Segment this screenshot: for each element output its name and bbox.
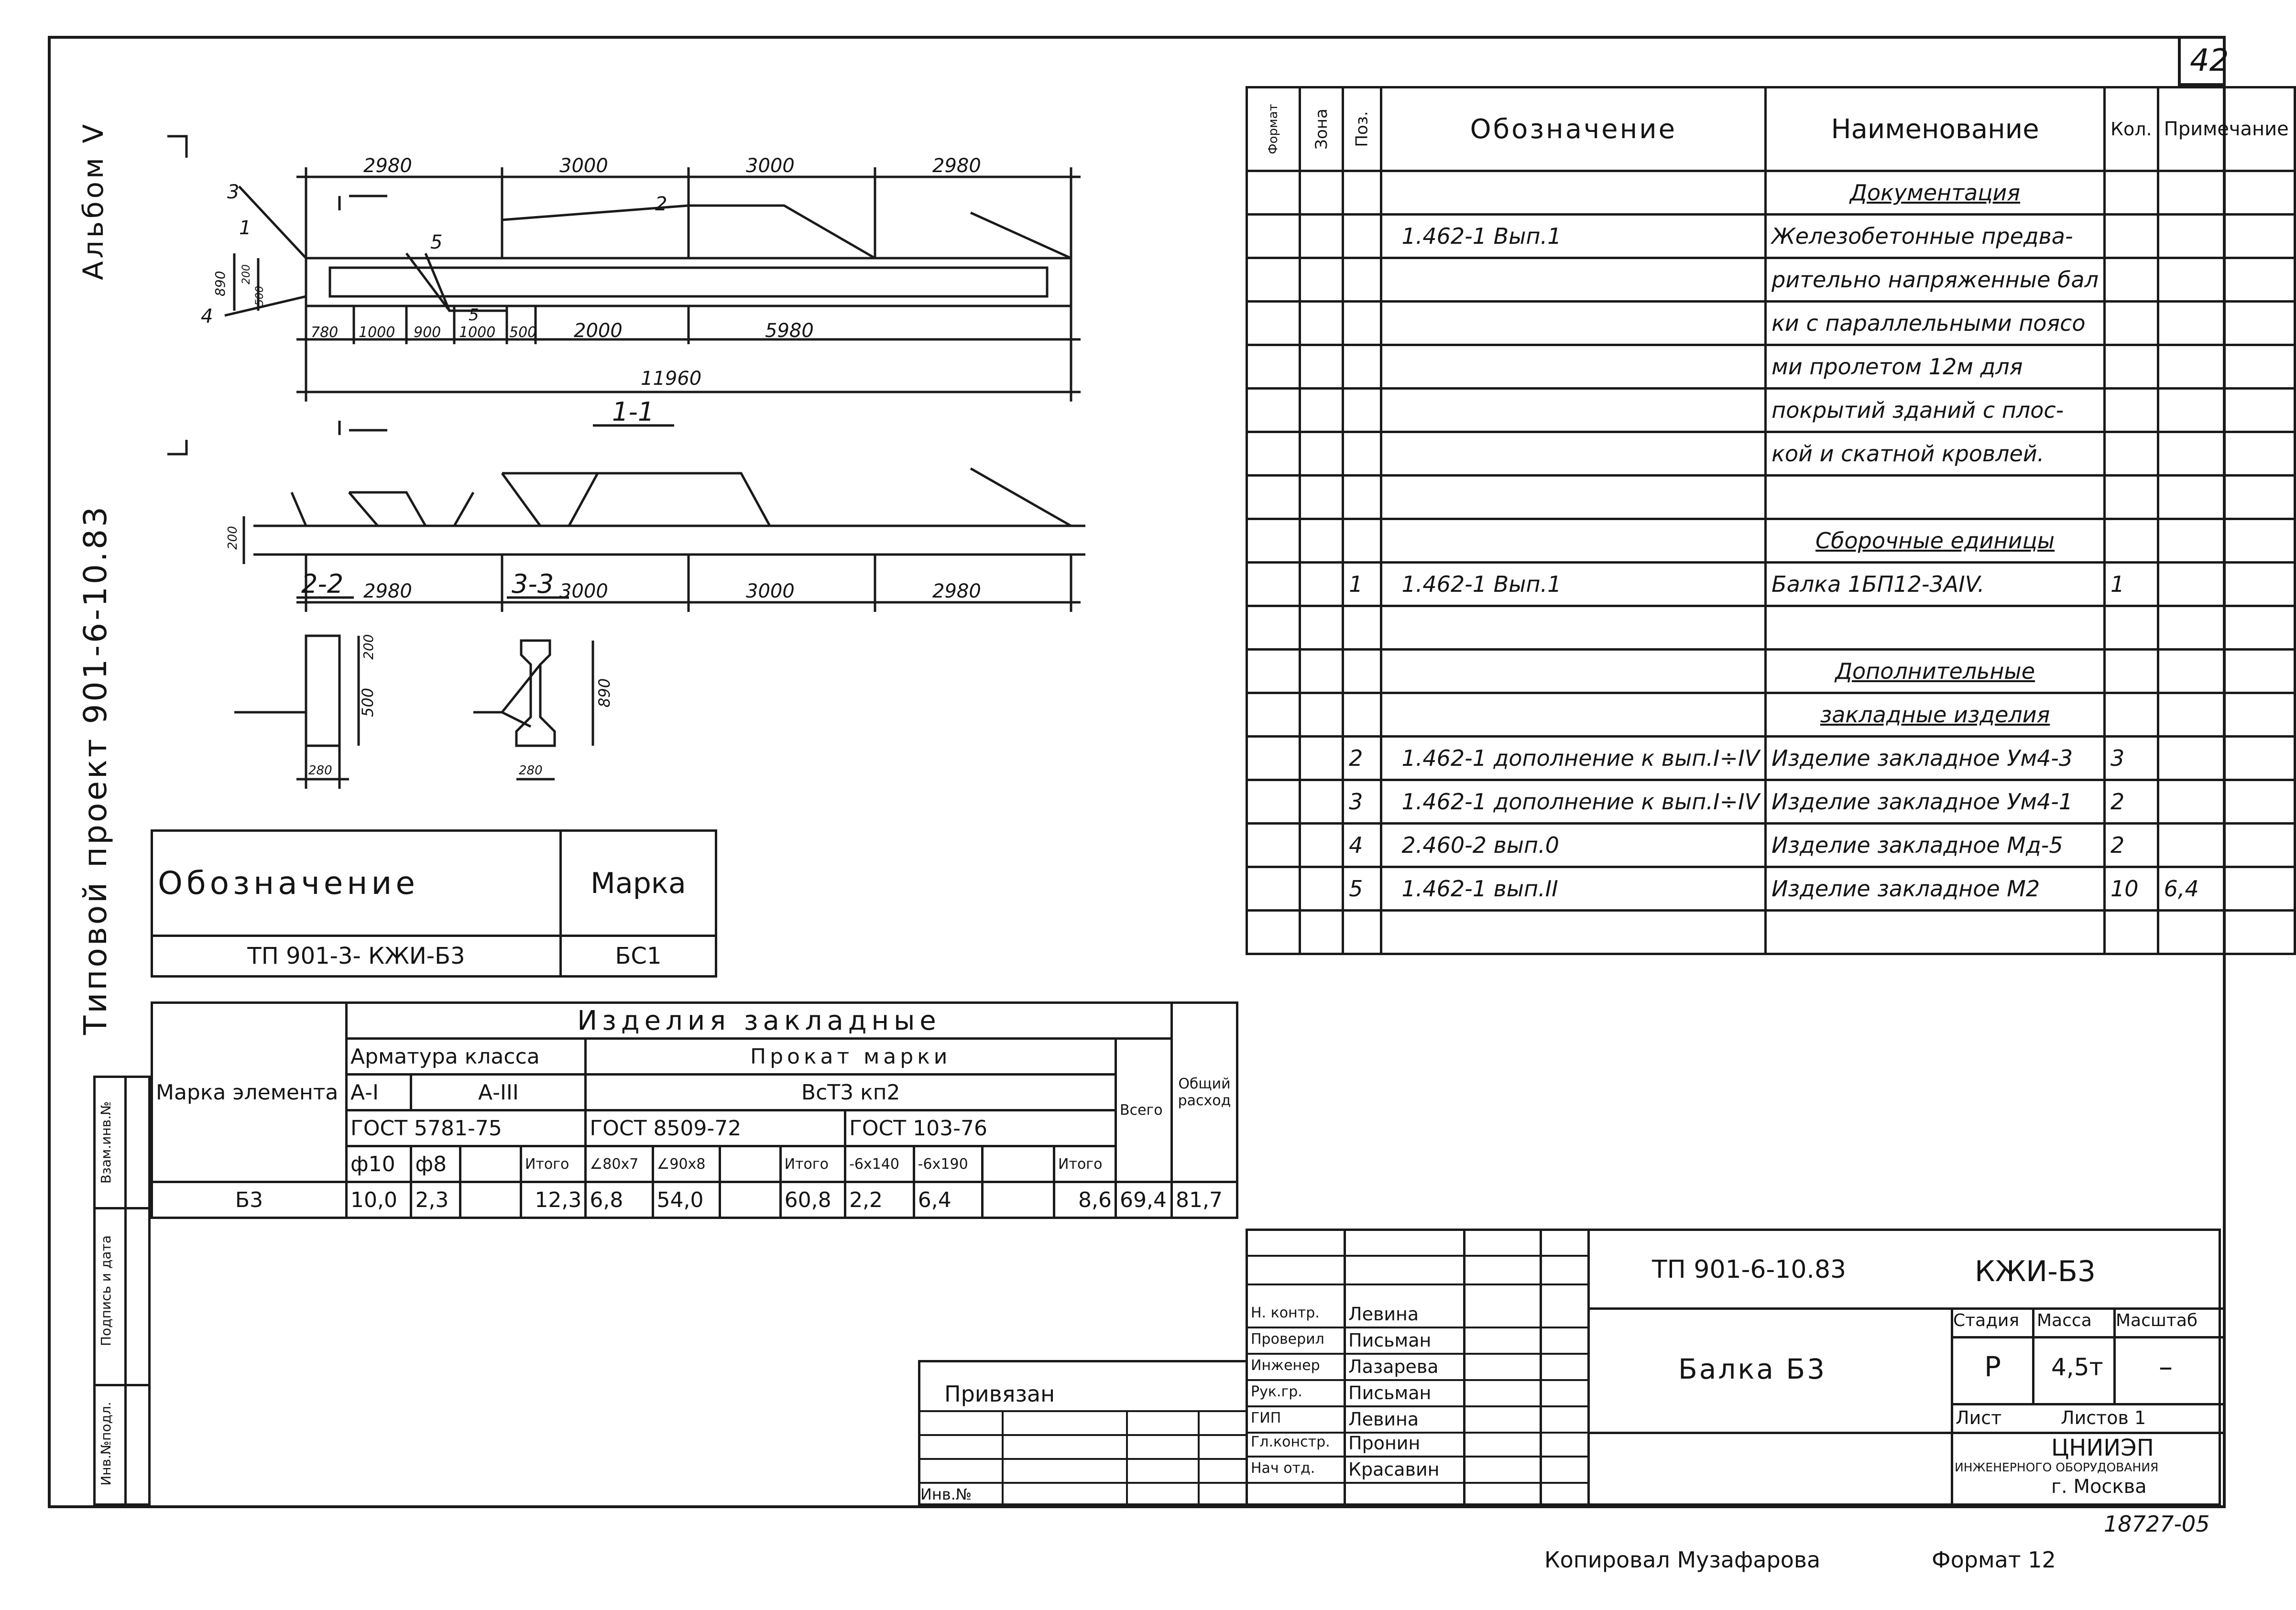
- spec-row: [1247, 693, 2295, 737]
- spec-zone-cell: [1300, 476, 1343, 519]
- spec-name-cell: Балка 1БП12-3АIV.: [1766, 563, 2105, 606]
- plan-height-2: 200: [241, 264, 252, 284]
- rebar-class-header: Арматура класса: [347, 1039, 586, 1075]
- spec-row: [1247, 389, 2295, 432]
- spec-pos-cell: [1343, 389, 1381, 432]
- spec-designation-cell: [1381, 911, 1766, 954]
- callout-4: 4: [201, 305, 213, 327]
- spec-note-cell: [2158, 519, 2295, 563]
- spec-qty-cell: [2105, 650, 2158, 693]
- row-overall: 81,7: [1172, 1182, 1237, 1218]
- tb-doc: КЖИ-Б3: [1975, 1255, 2096, 1288]
- spec-zone-cell: [1300, 563, 1343, 606]
- spec-note-cell: [2158, 432, 2295, 476]
- plan-dim-3: 3000: [746, 155, 795, 177]
- spec-designation-cell: 1.462-1 дополнение к вып.I÷IV: [1381, 780, 1766, 824]
- spec-zone-cell: [1300, 867, 1343, 911]
- spec-note-cell: [2158, 389, 2295, 432]
- spec-name-cell: Документация: [1766, 171, 2105, 215]
- tb-code: ТП 901-6-10.83: [1652, 1255, 1847, 1284]
- spec-note-cell: [2158, 780, 2295, 824]
- spec-note-cell: [2158, 606, 2295, 650]
- sub-header-11: [983, 1146, 1054, 1182]
- plan-height-3: 500: [254, 286, 266, 306]
- spec-name-cell: покрытий зданий с плос-: [1766, 389, 2105, 432]
- section-1-1-height: 200: [226, 526, 240, 550]
- plan-dim-4: 2980: [932, 155, 981, 177]
- spec-pos-cell: 3: [1343, 780, 1381, 824]
- spec-name-cell: [1766, 606, 2105, 650]
- spec-pos-cell: [1343, 171, 1381, 215]
- title-block: [1246, 1229, 2221, 1506]
- signature-name: Левина: [1348, 1304, 1419, 1325]
- spec-format-cell: [1247, 389, 1300, 432]
- spec-row: [1247, 302, 2295, 345]
- spec-col-name: Наименование: [1766, 87, 2105, 171]
- plan-bottom-dim-1: 780: [311, 324, 339, 341]
- spec-col-designation: Обозначение: [1381, 87, 1766, 171]
- spec-name-cell: Дополнительные: [1766, 650, 2105, 693]
- spec-name-cell: Изделие закладное Мд-5: [1766, 824, 2105, 867]
- mark-value: БС1: [561, 936, 716, 977]
- spec-qty-cell: 2: [2105, 824, 2158, 867]
- spec-designation-cell: 1.462-1 Вып.1: [1381, 563, 1766, 606]
- spec-qty-cell: [2105, 171, 2158, 215]
- spec-row: [1247, 171, 2295, 215]
- plan-bottom-dim-7: 5980: [765, 320, 814, 342]
- spec-designation-cell: [1381, 693, 1766, 737]
- spec-note-cell: [2158, 911, 2295, 954]
- spec-zone-cell: [1300, 302, 1343, 345]
- spec-qty-cell: [2105, 215, 2158, 258]
- plan-total: 11960: [641, 368, 702, 390]
- spec-qty-cell: 3: [2105, 737, 2158, 780]
- signature-role: Проверил: [1251, 1331, 1324, 1348]
- section-2-2-label: 2-2: [301, 569, 344, 599]
- section-2-2-dim-3: 280: [308, 763, 332, 778]
- spec-zone-cell: [1300, 824, 1343, 867]
- embedded-parts-table: [151, 1001, 1238, 1219]
- spec-note-cell: 6,4: [2158, 867, 2295, 911]
- spec-pos-cell: [1343, 519, 1381, 563]
- spec-zone-cell: [1300, 737, 1343, 780]
- spec-qty-cell: [2105, 432, 2158, 476]
- spec-name-cell: ми пролетом 12м для: [1766, 345, 2105, 389]
- spec-zone-cell: [1300, 389, 1343, 432]
- spec-format-cell: [1247, 780, 1300, 824]
- spec-qty-cell: [2105, 389, 2158, 432]
- signature-name: Красавин: [1348, 1459, 1440, 1480]
- tb-mass: 4,5т: [2051, 1353, 2103, 1381]
- spec-zone-cell: [1300, 519, 1343, 563]
- callout-2: 2: [655, 193, 667, 215]
- spec-qty-cell: [2105, 302, 2158, 345]
- spec-format-cell: [1247, 476, 1300, 519]
- spec-pos-cell: [1343, 606, 1381, 650]
- signature-name: Письман: [1348, 1382, 1432, 1403]
- spec-designation-cell: [1381, 302, 1766, 345]
- section-1-1-label: 1-1: [612, 397, 655, 427]
- signature-role: Н. контр.: [1251, 1305, 1320, 1321]
- spec-designation-cell: [1381, 432, 1766, 476]
- spec-row: [1247, 519, 2295, 563]
- spec-row: [1247, 432, 2295, 476]
- spec-pos-cell: [1343, 345, 1381, 389]
- section-3-3-dim-1: 890: [595, 678, 613, 707]
- spec-row: [1247, 911, 2295, 954]
- tb-title: Балка Б3: [1678, 1353, 1827, 1385]
- class-a1: А-I: [347, 1075, 411, 1110]
- tb-org-sub: ИНЖЕНЕРНОГО ОБОРУДОВАНИЯ: [1955, 1460, 2159, 1474]
- spec-row: [1247, 215, 2295, 258]
- spec-note-cell: [2158, 737, 2295, 780]
- row-total: 69,4: [1116, 1182, 1172, 1218]
- sub-header-12: Итого: [1054, 1146, 1116, 1182]
- sub-header-10: -6х190: [914, 1146, 983, 1182]
- spec-pos-cell: [1343, 476, 1381, 519]
- spec-note-cell: [2158, 693, 2295, 737]
- spec-name-cell: [1766, 911, 2105, 954]
- gost-strip: ГОСТ 103-76: [845, 1110, 1116, 1146]
- class-a3: А-III: [411, 1075, 586, 1110]
- row-value-8: 60,8: [780, 1182, 845, 1218]
- inv-label: Инв.№: [920, 1485, 972, 1503]
- copied-by: Копировал Музафарова: [1544, 1547, 1821, 1573]
- plan-bottom-dim-5: 500: [509, 324, 537, 341]
- left-strip-inv: Инв.№подл.: [98, 1402, 114, 1486]
- section-1-1-dim-1: 2980: [363, 580, 412, 602]
- spec-col-pos: Поз.: [1343, 87, 1381, 171]
- spec-zone-cell: [1300, 258, 1343, 302]
- spec-pos-cell: [1343, 650, 1381, 693]
- spec-name-cell: рительно напряженные бал: [1766, 258, 2105, 302]
- plan-height-1: 890: [212, 271, 228, 296]
- spec-designation-cell: 1.462-1 дополнение к вып.I÷IV: [1381, 737, 1766, 780]
- row-value-1: 10,0: [347, 1182, 411, 1218]
- tb-org-city: г. Москва: [2051, 1476, 2147, 1498]
- spec-designation-cell: 1.462-1 Вып.1: [1381, 215, 1766, 258]
- spec-pos-cell: [1343, 215, 1381, 258]
- embedded-title: Изделия закладные: [347, 1003, 1172, 1039]
- spec-format-cell: [1247, 519, 1300, 563]
- sub-header-1: ф10: [347, 1146, 411, 1182]
- spec-qty-cell: [2105, 519, 2158, 563]
- plan-dim-1: 2980: [363, 155, 412, 177]
- signature-name: Письман: [1348, 1330, 1432, 1351]
- plan-bottom-dim-3: 900: [414, 324, 441, 341]
- signature-role: Рук.гр.: [1251, 1383, 1302, 1400]
- spec-qty-cell: [2105, 258, 2158, 302]
- project-label: Типовой проект 901-6-10.83: [77, 504, 114, 1035]
- row-value-5: 6,8: [586, 1182, 653, 1218]
- row-value-12: 8,6: [1054, 1182, 1116, 1218]
- tb-stage: Р: [1984, 1350, 2001, 1383]
- spec-row: [1247, 476, 2295, 519]
- spec-format-cell: [1247, 563, 1300, 606]
- signature-role: Гл.констр.: [1251, 1434, 1330, 1450]
- gost-rebar: ГОСТ 5781-75: [347, 1110, 586, 1146]
- spec-designation-cell: [1381, 650, 1766, 693]
- row-value-9: 2,2: [845, 1182, 914, 1218]
- sub-header-4: Итого: [521, 1146, 585, 1182]
- tb-scale: –: [2159, 1350, 2173, 1383]
- spec-row: [1247, 345, 2295, 389]
- spec-note-cell: [2158, 824, 2295, 867]
- spec-note-cell: [2158, 215, 2295, 258]
- row-value-11: [983, 1182, 1054, 1218]
- designation-header: Обозначение: [152, 831, 561, 936]
- overall-header: Общий расход: [1172, 1003, 1237, 1182]
- spec-note-cell: [2158, 345, 2295, 389]
- spec-qty-cell: 1: [2105, 563, 2158, 606]
- spec-pos-cell: [1343, 302, 1381, 345]
- spec-name-cell: закладные изделия: [1766, 693, 2105, 737]
- spec-col-format: Формат: [1247, 87, 1300, 171]
- signature-name: Левина: [1348, 1409, 1419, 1430]
- section-3-3-label: 3-3: [512, 569, 554, 599]
- plan-dim-2: 3000: [559, 155, 608, 177]
- spec-format-cell: [1247, 911, 1300, 954]
- specification-table: [1246, 86, 2296, 955]
- spec-pos-cell: [1343, 432, 1381, 476]
- signature-role: Инженер: [1251, 1357, 1320, 1374]
- beam-drawing: [139, 96, 1238, 813]
- spec-name-cell: Изделие закладное Ум4-3: [1766, 737, 2105, 780]
- spec-designation-cell: [1381, 476, 1766, 519]
- plan-bottom-dim-6: 2000: [574, 320, 623, 342]
- spec-row: [1247, 780, 2295, 824]
- signature-name: Лазарева: [1348, 1356, 1439, 1377]
- gost-angle: ГОСТ 8509-72: [586, 1110, 845, 1146]
- callout-5: 5: [430, 231, 443, 253]
- total-header: Всего: [1116, 1039, 1172, 1182]
- spec-col-note: Примечание: [2158, 87, 2295, 171]
- element-mark-header: Марка элемента: [152, 1003, 347, 1182]
- callout-1: 1: [239, 217, 251, 239]
- spec-zone-cell: [1300, 693, 1343, 737]
- spec-designation-cell: 1.462-1 вып.II: [1381, 867, 1766, 911]
- spec-qty-cell: [2105, 606, 2158, 650]
- spec-name-cell: [1766, 476, 2105, 519]
- left-strip-signature: Подпись и дата: [98, 1235, 114, 1346]
- row-value-10: 6,4: [914, 1182, 983, 1218]
- spec-format-cell: [1247, 867, 1300, 911]
- spec-format-cell: [1247, 432, 1300, 476]
- spec-row: [1247, 737, 2295, 780]
- sub-header-8: Итого: [780, 1146, 845, 1182]
- plan-beam-outline: [306, 258, 1071, 306]
- spec-note-cell: [2158, 302, 2295, 345]
- spec-note-cell: [2158, 563, 2295, 606]
- spec-designation-cell: [1381, 345, 1766, 389]
- spec-zone-cell: [1300, 432, 1343, 476]
- tb-sheet-label: Лист: [1956, 1407, 2002, 1428]
- signature-role: Нач отд.: [1251, 1460, 1315, 1477]
- row-value-6: 54,0: [653, 1182, 720, 1218]
- rolled-header: Прокат марки: [586, 1039, 1116, 1075]
- spec-note-cell: [2158, 171, 2295, 215]
- spec-pos-cell: 2: [1343, 737, 1381, 780]
- spec-pos-cell: 1: [1343, 563, 1381, 606]
- spec-format-cell: [1247, 258, 1300, 302]
- spec-designation-cell: [1381, 606, 1766, 650]
- spec-designation-cell: [1381, 171, 1766, 215]
- row-value-4: 12,3: [521, 1182, 585, 1218]
- sub-header-7: [720, 1146, 780, 1182]
- section-1-1-dim-3: 3000: [746, 580, 795, 602]
- plan-small-dim: 5: [469, 305, 479, 325]
- spec-row: [1247, 824, 2295, 867]
- spec-row: [1247, 867, 2295, 911]
- spec-note-cell: [2158, 650, 2295, 693]
- sub-header-3: [460, 1146, 521, 1182]
- spec-qty-cell: 10: [2105, 867, 2158, 911]
- steel-grade: ВсТ3 кп2: [586, 1075, 1116, 1110]
- section-2-2-shape: [306, 636, 339, 746]
- spec-format-cell: [1247, 606, 1300, 650]
- spec-zone-cell: [1300, 911, 1343, 954]
- spec-designation-cell: [1381, 258, 1766, 302]
- designation-table: [151, 829, 717, 978]
- spec-name-cell: ки с параллельными поясо: [1766, 302, 2105, 345]
- spec-format-cell: [1247, 650, 1300, 693]
- spec-name-cell: Железобетонные предва-: [1766, 215, 2105, 258]
- section-2-2-dim-2: 500: [359, 687, 377, 717]
- spec-zone-cell: [1300, 215, 1343, 258]
- spec-name-cell: Изделие закладное Ум4-1: [1766, 780, 2105, 824]
- spec-col-qty: Кол.: [2105, 87, 2158, 171]
- spec-qty-cell: [2105, 476, 2158, 519]
- designation-value: ТП 901-3- КЖИ-Б3: [152, 936, 561, 977]
- spec-format-cell: [1247, 215, 1300, 258]
- spec-qty-cell: 2: [2105, 780, 2158, 824]
- spec-pos-cell: 5: [1343, 867, 1381, 911]
- sub-header-2: ф8: [411, 1146, 460, 1182]
- row-value-3: [460, 1182, 521, 1218]
- spec-designation-cell: [1381, 519, 1766, 563]
- sheet-number: 42: [2190, 43, 2229, 78]
- tb-scale-label: Масштаб: [2116, 1311, 2198, 1330]
- spec-note-cell: [2158, 258, 2295, 302]
- sub-header-6: ∠90х8: [653, 1146, 720, 1182]
- archive-number: 18727-05: [2104, 1511, 2210, 1537]
- spec-designation-cell: [1381, 389, 1766, 432]
- spec-row: [1247, 650, 2295, 693]
- tb-stage-label: Стадия: [1953, 1311, 2020, 1330]
- spec-pos-cell: 4: [1343, 824, 1381, 867]
- spec-row: [1247, 606, 2295, 650]
- sub-header-9: -6х140: [845, 1146, 914, 1182]
- spec-name-cell: Сборочные единицы: [1766, 519, 2105, 563]
- spec-qty-cell: [2105, 911, 2158, 954]
- spec-qty-cell: [2105, 345, 2158, 389]
- row-value-2: 2,3: [411, 1182, 460, 1218]
- spec-pos-cell: [1343, 911, 1381, 954]
- left-strip-replace: Взам.инв.№: [98, 1101, 114, 1184]
- spec-pos-cell: [1343, 693, 1381, 737]
- section-3-3-dim-2: 280: [519, 763, 543, 778]
- spec-name-cell: Изделие закладное М2: [1766, 867, 2105, 911]
- bound-label: Привязан: [944, 1381, 1055, 1407]
- spec-row: [1247, 563, 2295, 606]
- signature-role: ГИП: [1251, 1410, 1281, 1426]
- sheet-format: Формат 12: [1932, 1547, 2056, 1573]
- tb-sheets-label: Листов 1: [2061, 1407, 2146, 1428]
- signature-name: Пронин: [1348, 1433, 1421, 1454]
- spec-format-cell: [1247, 737, 1300, 780]
- spec-format-cell: [1247, 171, 1300, 215]
- plan-bottom-dim-2: 1000: [359, 324, 395, 341]
- spec-zone-cell: [1300, 606, 1343, 650]
- spec-format-cell: [1247, 693, 1300, 737]
- spec-name-cell: кой и скатной кровлей.: [1766, 432, 2105, 476]
- spec-designation-cell: 2.460-2 вып.0: [1381, 824, 1766, 867]
- spec-format-cell: [1247, 302, 1300, 345]
- spec-row: [1247, 258, 2295, 302]
- plan-bottom-dim-4: 1000: [459, 324, 496, 341]
- row-value-7: [720, 1182, 780, 1218]
- callout-3: 3: [227, 181, 240, 203]
- spec-zone-cell: [1300, 780, 1343, 824]
- mark-header: Марка: [561, 831, 716, 936]
- tb-org-name: ЦНИИЭП: [2051, 1435, 2154, 1461]
- section-1-1-dim-2: 3000: [559, 580, 608, 602]
- row-mark: Б3: [152, 1182, 347, 1218]
- spec-zone-cell: [1300, 345, 1343, 389]
- section-1-1-dim-4: 2980: [932, 580, 981, 602]
- spec-pos-cell: [1343, 258, 1381, 302]
- spec-zone-cell: [1300, 650, 1343, 693]
- section-3-3-shape: [516, 641, 555, 746]
- spec-format-cell: [1247, 824, 1300, 867]
- sub-header-5: ∠80х7: [586, 1146, 653, 1182]
- section-2-2-dim-1: 200: [361, 634, 376, 660]
- spec-format-cell: [1247, 345, 1300, 389]
- album-label: Альбом V: [77, 121, 109, 281]
- spec-col-zone: Зона: [1300, 87, 1343, 171]
- spec-qty-cell: [2105, 693, 2158, 737]
- spec-note-cell: [2158, 476, 2295, 519]
- tb-mass-label: Масса: [2037, 1311, 2092, 1330]
- spec-zone-cell: [1300, 171, 1343, 215]
